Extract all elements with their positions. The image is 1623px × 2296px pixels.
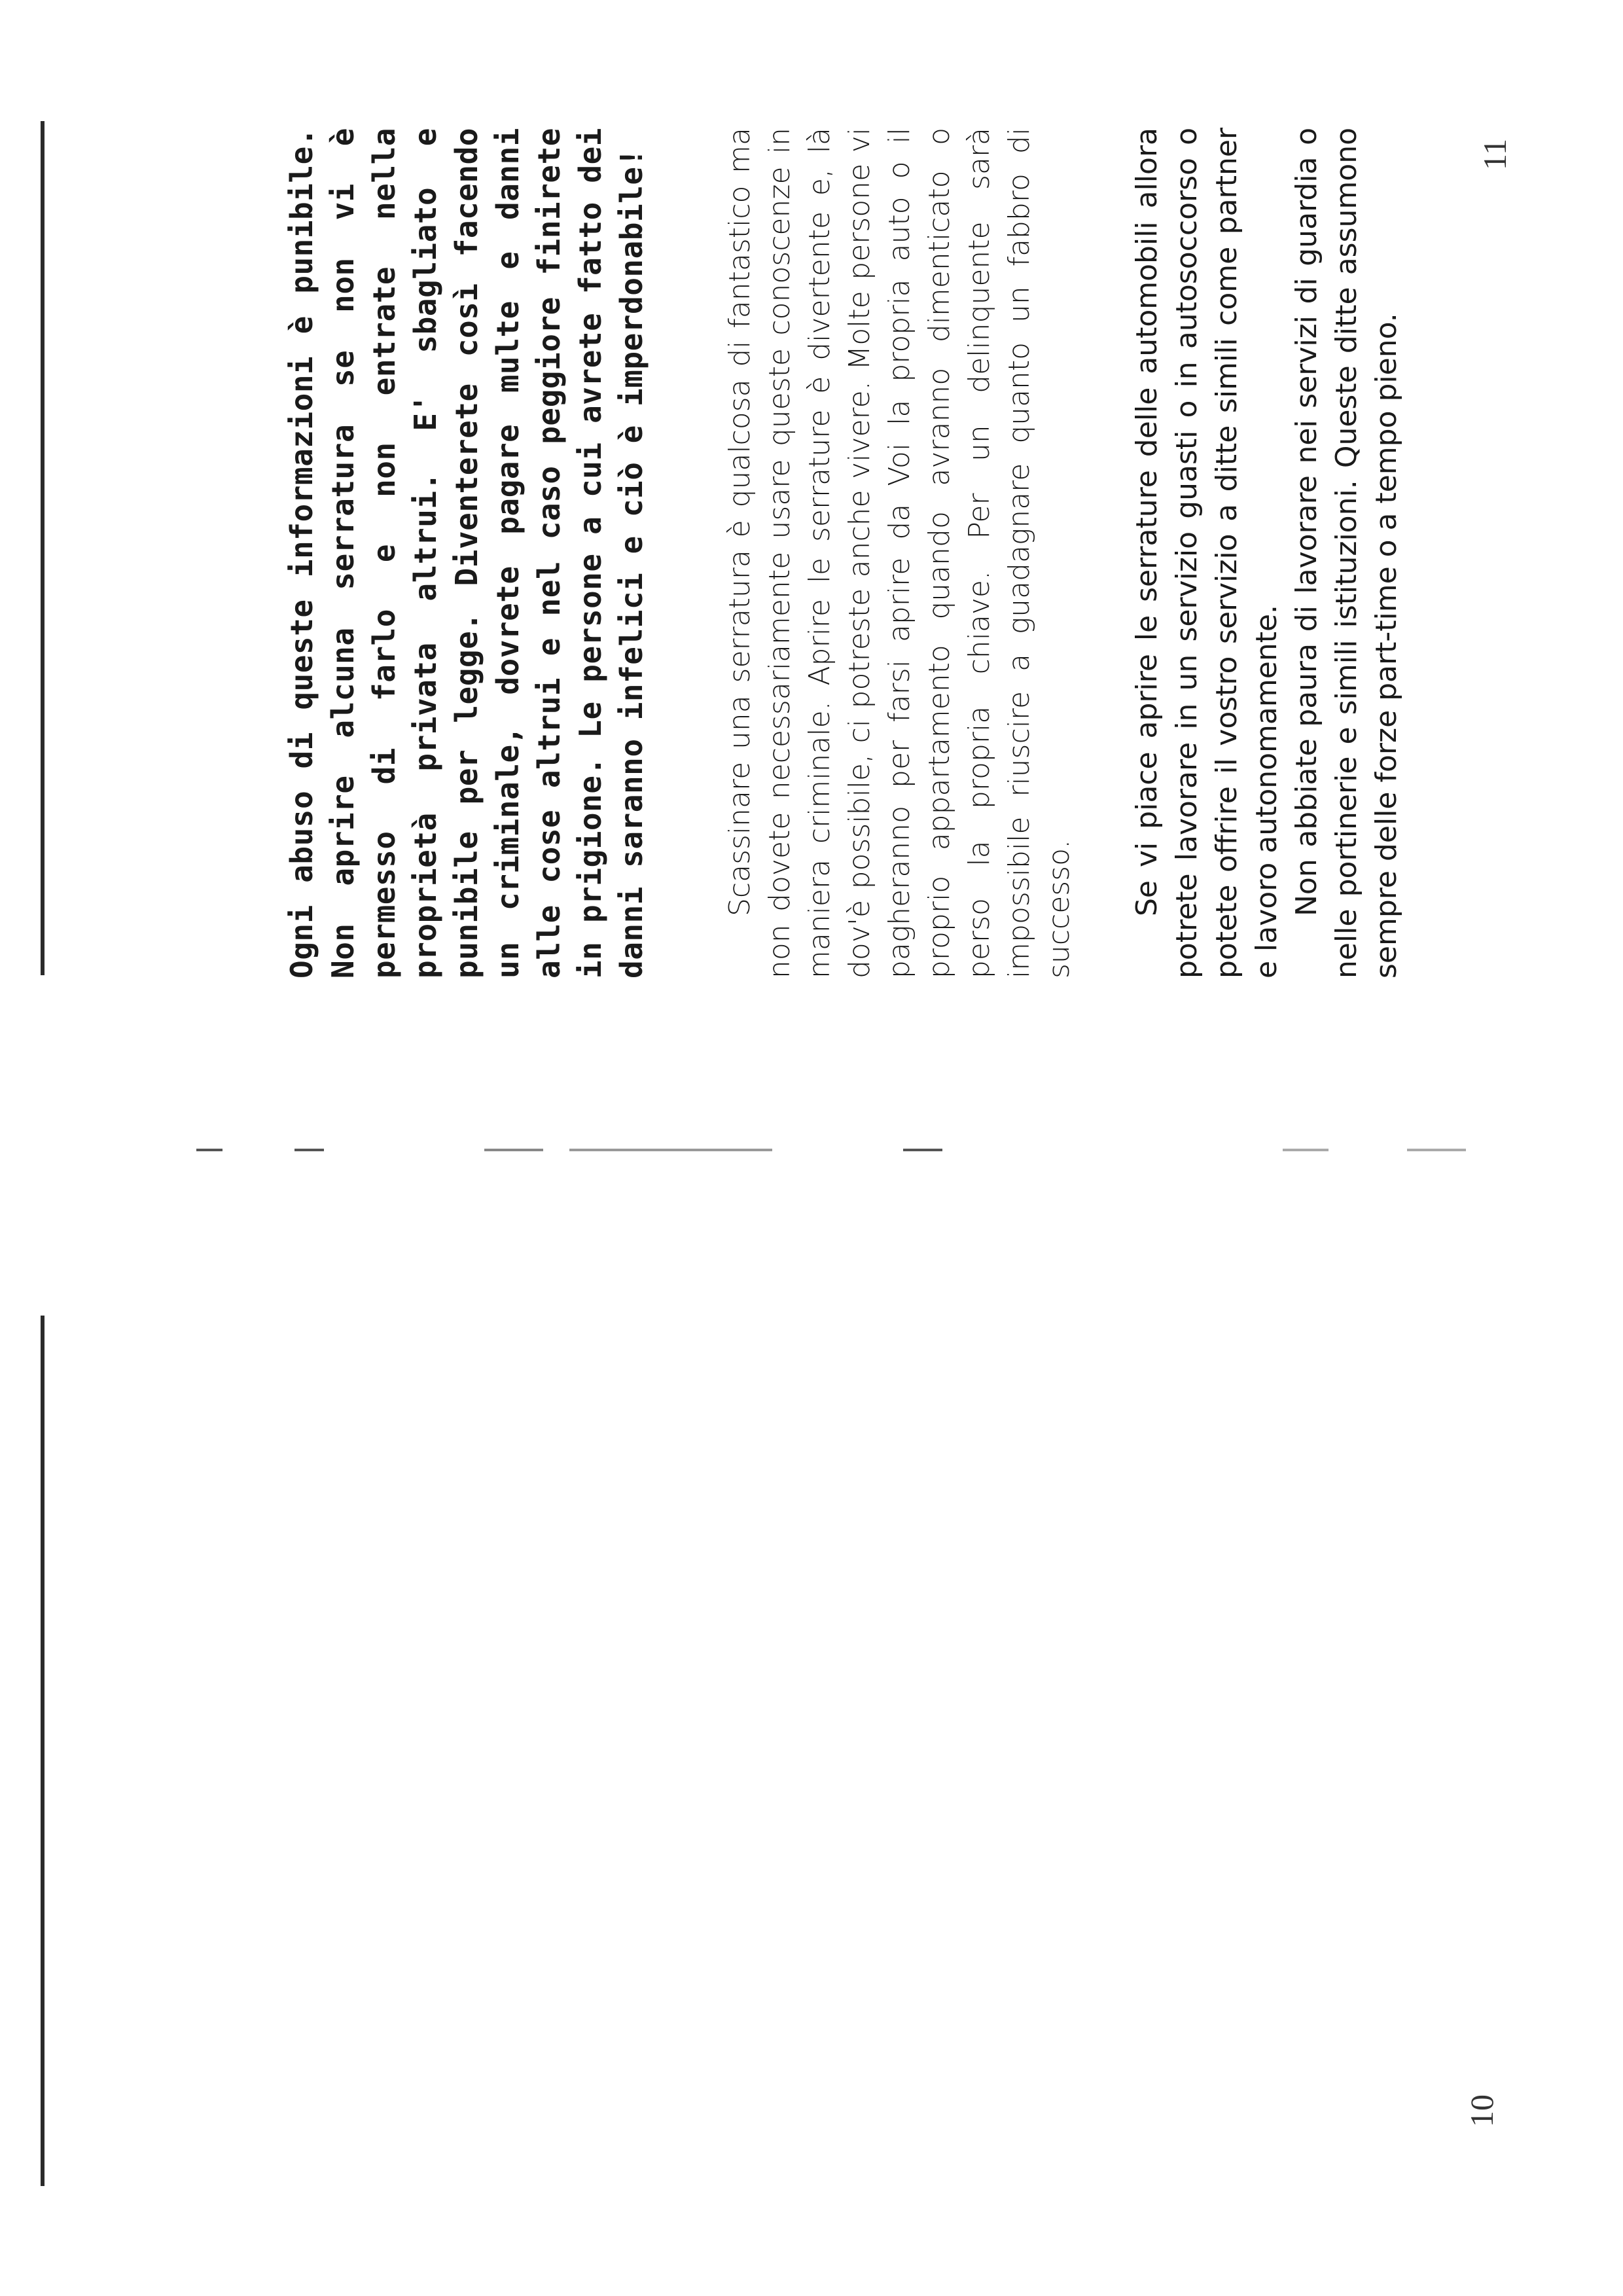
warning-text: Ogni abuso di queste informazioni è punibile. Non aprire alcuna serratura se non vi è permesso di farlo e non entrate nella proprietà privata altrui. E' sbagliato e punibile per legge. Diventerete così facendo un criminale, dovrete pagare multe e danni alle cose altrui e nel caso peggiore finirete in prigione. Le persone a cui avrete fatto dei danni saranno infelici e ciò è imperdonabile! xyxy=(284,128,649,978)
body-text-block-1 xyxy=(720,128,1079,978)
gutter-mark xyxy=(294,1149,324,1151)
warning-paragraph xyxy=(281,128,652,978)
gutter-mark xyxy=(569,1149,772,1151)
left-margin-rule-top xyxy=(41,121,45,975)
gutter-mark xyxy=(903,1149,942,1151)
left-margin-rule-bottom xyxy=(41,1316,45,2186)
gutter-mark xyxy=(1283,1149,1329,1151)
paragraph-security-jobs: Non abbiate paura di lavorare nei servizi di guardia o nelle portinerie e simili istituzioni. Queste ditte assumono sempre delle forze part-time o a tempo pieno. xyxy=(1290,128,1403,978)
gutter-mark xyxy=(196,1149,223,1151)
paragraph-automobiles: Se vi piace aprire le serrature delle automobili allora potrete lavorare in un servizio guasti o in autosoccorso o potete offrire il vostro servizio a ditte simili come partner e lavoro autonomamente. xyxy=(1130,128,1283,978)
body-text-block-2 xyxy=(1127,128,1406,978)
paragraph-lockpicking: Scassinare una serratura è qualcosa di fantastico ma non dovete necessariamente usare queste conoscenze in maniera criminale. Aprire le serrature è divertente e, là dov'è possibile, ci potreste anche vivere. Molte persone vi pagheranno per farsi aprire da Voi la propria auto o il proprio appartamento quando avranno dimenticato o perso la propria chiave. Per un delinquente sarà impossibile riuscire a guadagnare quanto un fabbro di successo. xyxy=(723,128,1076,978)
page-number-right: 11 xyxy=(1476,138,1513,170)
gutter-mark xyxy=(484,1149,543,1151)
page-number-left: 10 xyxy=(1463,2094,1500,2127)
gutter-mark xyxy=(1407,1149,1466,1151)
